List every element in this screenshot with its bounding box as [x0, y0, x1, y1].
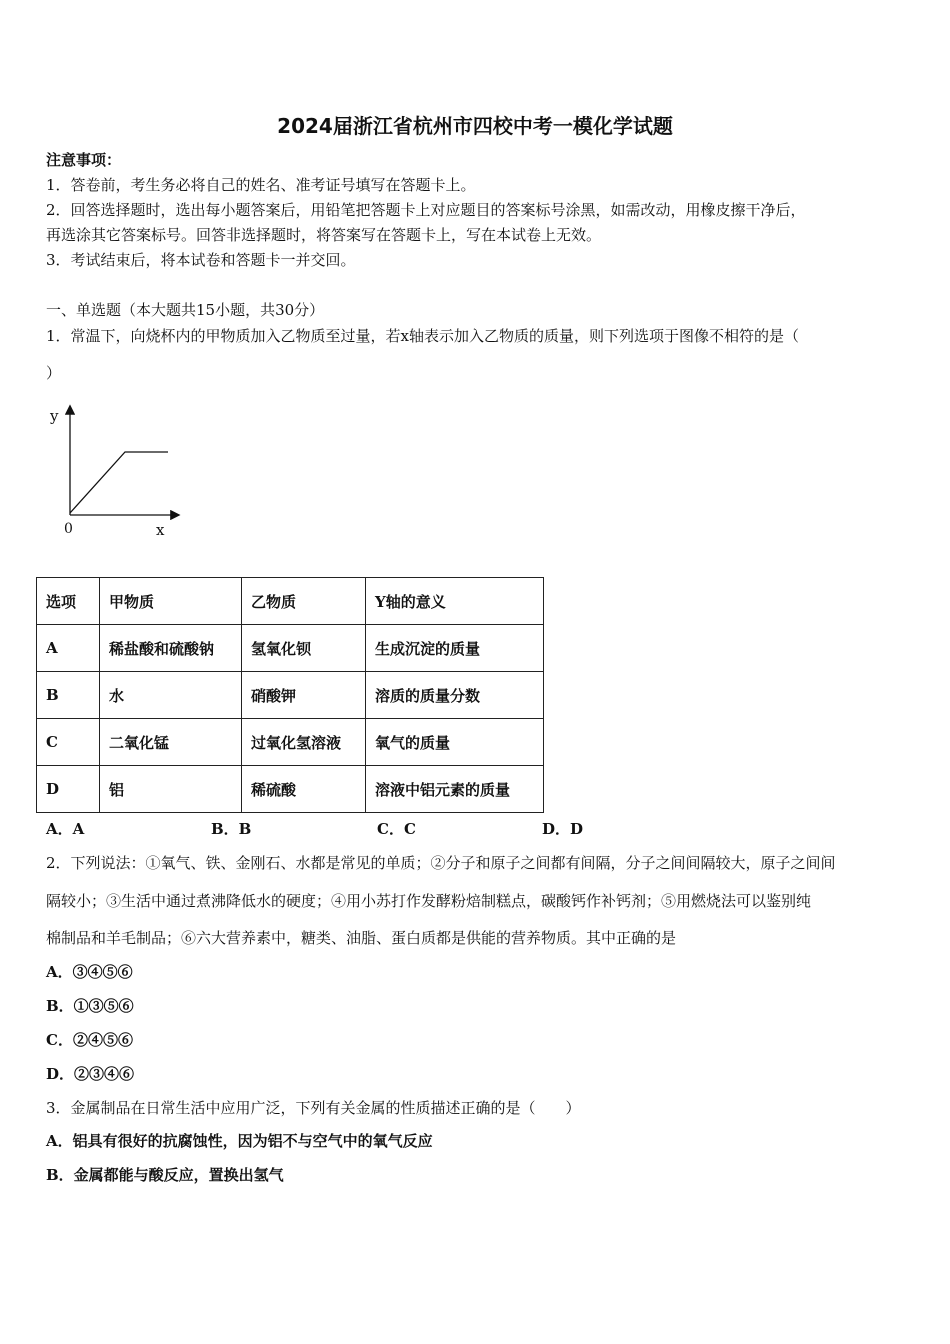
table-cell: 二氧化锰: [100, 719, 242, 766]
notice-item-1: 1．答卷前，考生务必将自己的姓名、准考证号填写在答题卡上。: [46, 176, 476, 194]
table-cell: 生成沉淀的质量: [366, 625, 544, 672]
q1-stem-cont: ）: [46, 364, 62, 382]
q1-graph-origin-label: 0: [64, 521, 73, 537]
q2-choice-b: B．①③⑤⑥: [46, 997, 134, 1015]
q2-stem-line3: 棉制品和羊毛制品；⑥六大营养素中，糖类、油脂、蛋白质都是供能的营养物质。其中正确的是: [46, 929, 677, 947]
q1-choice-d: D．D: [542, 820, 584, 838]
table-cell: 氧气的质量: [366, 719, 544, 766]
section-heading: 一、单选题（本大题共15小题，共30分）: [46, 301, 325, 319]
table-cell: 硝酸钾: [242, 672, 366, 719]
table-cell: 铝: [100, 766, 242, 813]
q1-graph: [40, 395, 200, 545]
q1-choice-b: B．B: [211, 820, 252, 838]
q3-stem: 3．金属制品在日常生活中应用广泛，下列有关金属的性质描述正确的是（ ）: [46, 1099, 581, 1117]
notice-item-3: 3．考试结束后，将本试卷和答题卡一并交回。: [46, 251, 356, 269]
q1-graph-curve: [70, 452, 168, 513]
table-cell: 过氧化氢溶液: [242, 719, 366, 766]
table-row: [37, 766, 544, 813]
q1-graph-x-label: x: [156, 521, 165, 539]
q1-stem: 1．常温下，向烧杯内的甲物质加入乙物质至过量，若x轴表示加入乙物质的质量，则下列选项于图像不相符的是（: [46, 327, 800, 345]
q1-options-table: [36, 577, 544, 813]
notice-item-2: 2．回答选择题时，选出每小题答案后，用铅笔把答题卡上对应题目的答案标号涂黑，如需改动，用橡皮擦干净后，: [46, 201, 806, 219]
page-title: 2024届浙江省杭州市四校中考一模化学试题: [277, 114, 673, 138]
q2-stem-line2: 隔较小；③生活中通过煮沸降低水的硬度；④用小苏打作发酵粉焙制糕点，碳酸钙作补钙剂；⑤用燃烧法可以鉴别纯: [46, 892, 812, 910]
q1-choice-c: C．C: [377, 820, 416, 838]
q2-choice-c: C．②④⑤⑥: [46, 1031, 133, 1049]
table-cell: C: [37, 719, 100, 766]
table-cell: 溶液中铝元素的质量: [366, 766, 544, 813]
table-header-cell: 甲物质: [100, 578, 242, 625]
table-cell: 水: [100, 672, 242, 719]
table-header-cell: 选项: [37, 578, 100, 625]
table-row: [37, 672, 544, 719]
table-row: [37, 625, 544, 672]
q1-choice-a: A．A: [46, 820, 85, 838]
q1-graph-y-label: y: [50, 407, 59, 425]
q2-stem-line1: 2．下列说法：①氧气、铁、金刚石、水都是常见的单质；②分子和原子之间都有间隔，分子之间间隔较大，原子之间间: [46, 854, 836, 872]
q2-choice-d: D．②③④⑥: [46, 1065, 135, 1083]
table-header-cell: 乙物质: [242, 578, 366, 625]
q2-choice-a: A．③④⑤⑥: [46, 963, 133, 981]
notice-heading: 注意事项：: [46, 151, 122, 169]
table-cell: 稀硫酸: [242, 766, 366, 813]
table-cell: 稀盐酸和硫酸钠: [100, 625, 242, 672]
table-cell: D: [37, 766, 100, 813]
table-cell: 溶质的质量分数: [366, 672, 544, 719]
table-cell: A: [37, 625, 100, 672]
table-cell: B: [37, 672, 100, 719]
table-header-row: [37, 578, 544, 625]
table-header-cell: Y轴的意义: [366, 578, 544, 625]
table-cell: 氢氧化钡: [242, 625, 366, 672]
notice-item-2-cont: 再选涂其它答案标号。回答非选择题时，将答案写在答题卡上，写在本试卷上无效。: [46, 226, 602, 244]
q3-choice-b: B．金属都能与酸反应，置换出氢气: [46, 1166, 284, 1184]
q3-choice-a: A．铝具有很好的抗腐蚀性，因为铝不与空气中的氧气反应: [46, 1132, 433, 1150]
table-row: [37, 719, 544, 766]
